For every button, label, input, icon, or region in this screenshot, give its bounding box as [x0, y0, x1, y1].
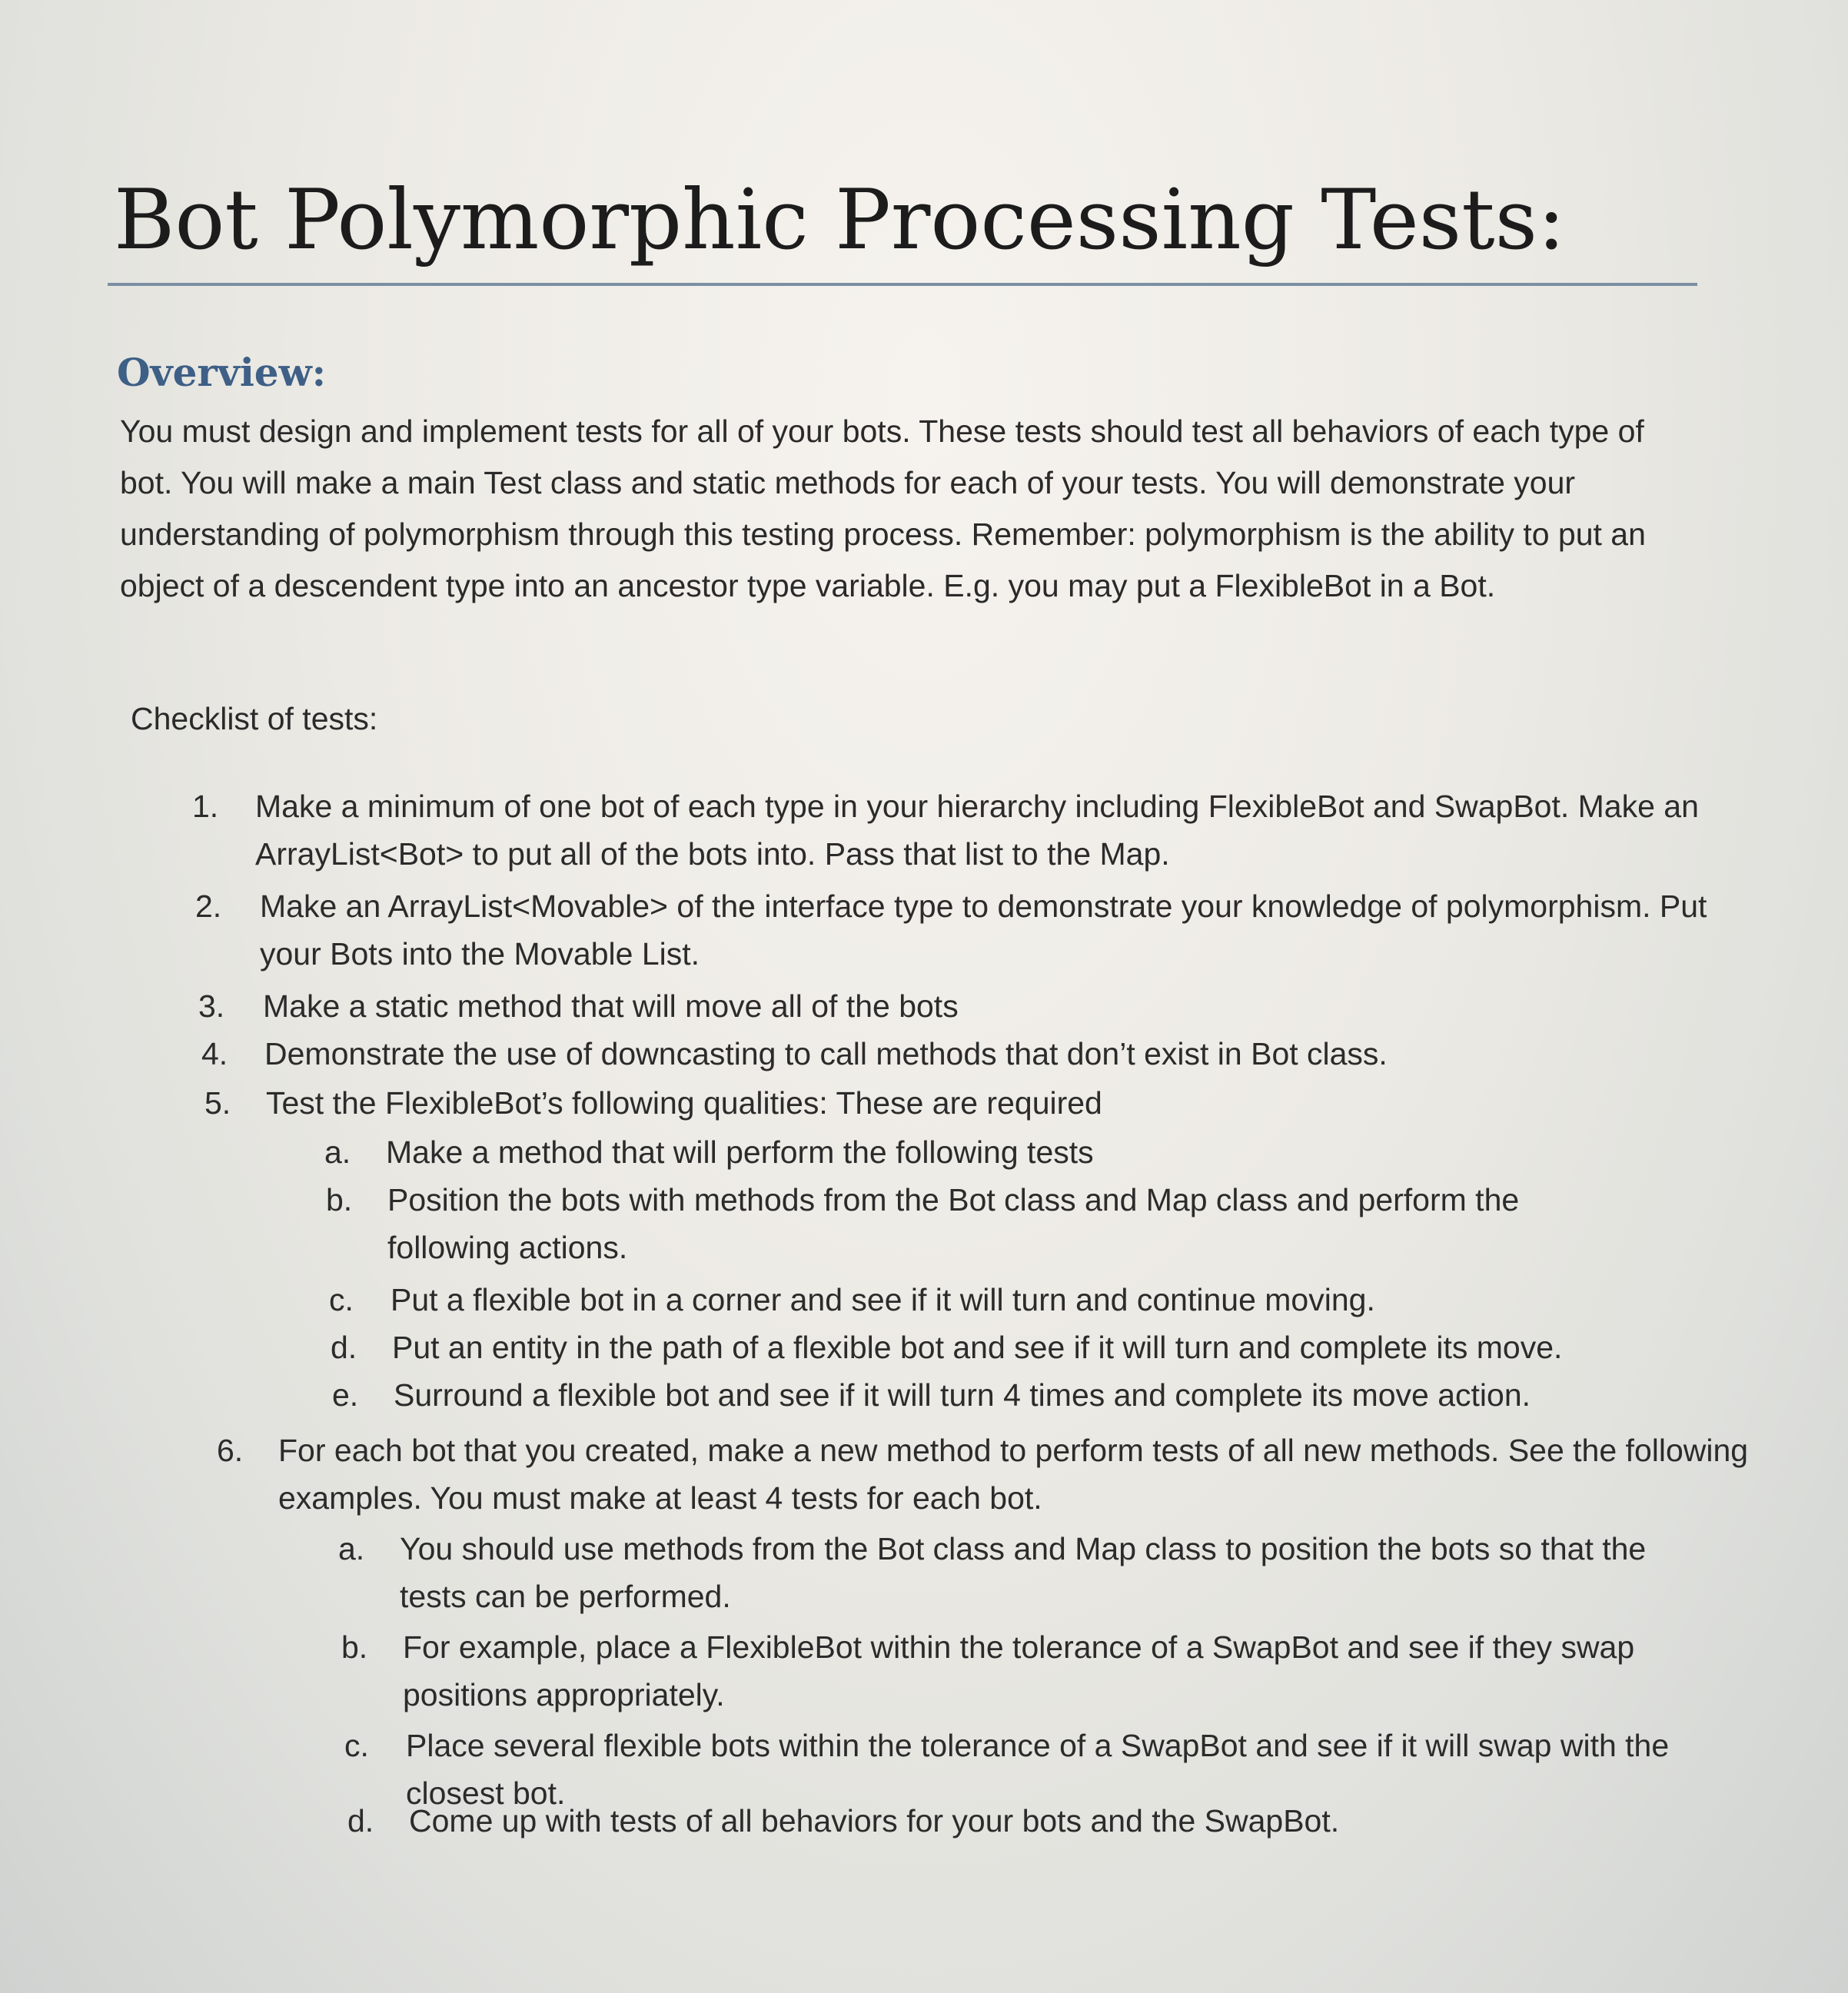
- subitem-marker: e.: [332, 1377, 359, 1413]
- item-marker: 3.: [198, 988, 225, 1024]
- item-text: Test the FlexibleBot’s following qualities: These are required: [266, 1085, 1102, 1121]
- subitem-marker: b.: [326, 1182, 353, 1217]
- subitem-marker: a.: [324, 1134, 351, 1170]
- checklist-item-6: [217, 1427, 1754, 1522]
- subitem-marker: a.: [338, 1531, 365, 1566]
- subitem-marker: b.: [341, 1629, 368, 1665]
- subitem-text: Put a flexible bot in a corner and see if it will turn and continue moving.: [391, 1282, 1375, 1317]
- checklist-item-2: [195, 882, 1736, 978]
- page-title: Bot Polymorphic Processing Tests:: [114, 172, 1566, 268]
- checklist-item-4: [201, 1030, 1740, 1078]
- checklist-item-3: [198, 982, 1739, 1030]
- checklist-subitem-5e: [332, 1371, 1700, 1419]
- item-marker: 6.: [217, 1433, 244, 1468]
- subitem-text: Place several flexible bots within the tolerance of a SwapBot and see if it will swap with the closest bot.: [406, 1728, 1670, 1811]
- subitem-marker: d.: [347, 1803, 374, 1839]
- checklist-subitem-5d: [331, 1324, 1699, 1371]
- subitem-marker: d.: [331, 1330, 357, 1365]
- checklist-heading: Checklist of tests:: [131, 701, 378, 736]
- item-text: Make a minimum of one bot of each type in your hierarchy including FlexibleBot and SwapBot. Make an ArrayList<Bot> to put all of the bots into. Pass that list to the Map.: [255, 789, 1699, 872]
- checklist-subitem-6b: [341, 1623, 1710, 1719]
- subitem-marker: c.: [329, 1282, 354, 1317]
- checklist-item-1: [192, 782, 1731, 878]
- checklist-subitem-5b: [326, 1176, 1648, 1271]
- checklist-subitem-6a: [338, 1525, 1691, 1620]
- subitem-text: Put an entity in the path of a flexible bot and see if it will turn and complete its move.: [392, 1330, 1563, 1365]
- item-text: For each bot that you created, make a new method to perform tests of all new methods. See the following examples. You must make at least 4 tests for each bot.: [278, 1433, 1749, 1516]
- item-text: Demonstrate the use of downcasting to call methods that don’t exist in Bot class.: [264, 1036, 1388, 1071]
- title-underline: [108, 283, 1697, 286]
- item-marker: 1.: [192, 789, 219, 824]
- item-marker: 4.: [201, 1036, 228, 1071]
- item-marker: 5.: [204, 1085, 231, 1121]
- item-text: Make a static method that will move all of the bots: [263, 988, 959, 1024]
- subitem-text: Surround a flexible bot and see if it will turn 4 times and complete its move action.: [394, 1377, 1531, 1413]
- subitem-text: You should use methods from the Bot class and Map class to position the bots so that the tests can be performed.: [400, 1531, 1647, 1614]
- subitem-text: For example, place a FlexibleBot within the tolerance of a SwapBot and see if they swap positions appropriately.: [403, 1629, 1635, 1712]
- overview-heading: Overview:: [117, 350, 327, 395]
- item-marker: 2.: [195, 889, 222, 924]
- overview-paragraph: You must design and implement tests for all of your bots. These tests should test all behaviors of each type of bot. You will make a main Test class and static methods for each of your tests. You will demonstrate your understanding of polymorphism through this testing process. Remember: polymorphism is the ability to put an object of a descendent type into an ancestor type variable. E.g. you may put a FlexibleBot in a Bot.: [120, 414, 1646, 603]
- subitem-marker: c.: [344, 1728, 369, 1763]
- subitem-text: Come up with tests of all behaviors for your bots and the SwapBot.: [409, 1803, 1340, 1839]
- subitem-text: Make a method that will perform the following tests: [386, 1134, 1094, 1170]
- subitem-text: Position the bots with methods from the Bot class and Map class and perform the following actions.: [387, 1182, 1520, 1265]
- checklist-subitem-5a: [324, 1128, 1647, 1176]
- checklist-item-5: [204, 1079, 1742, 1127]
- item-text: Make an ArrayList<Movable> of the interface type to demonstrate your knowledge of polymorphism. Put your Bots into the Movable List.: [260, 889, 1707, 972]
- checklist-subitem-6d: [347, 1797, 1716, 1845]
- checklist-subitem-5c: [329, 1276, 1651, 1324]
